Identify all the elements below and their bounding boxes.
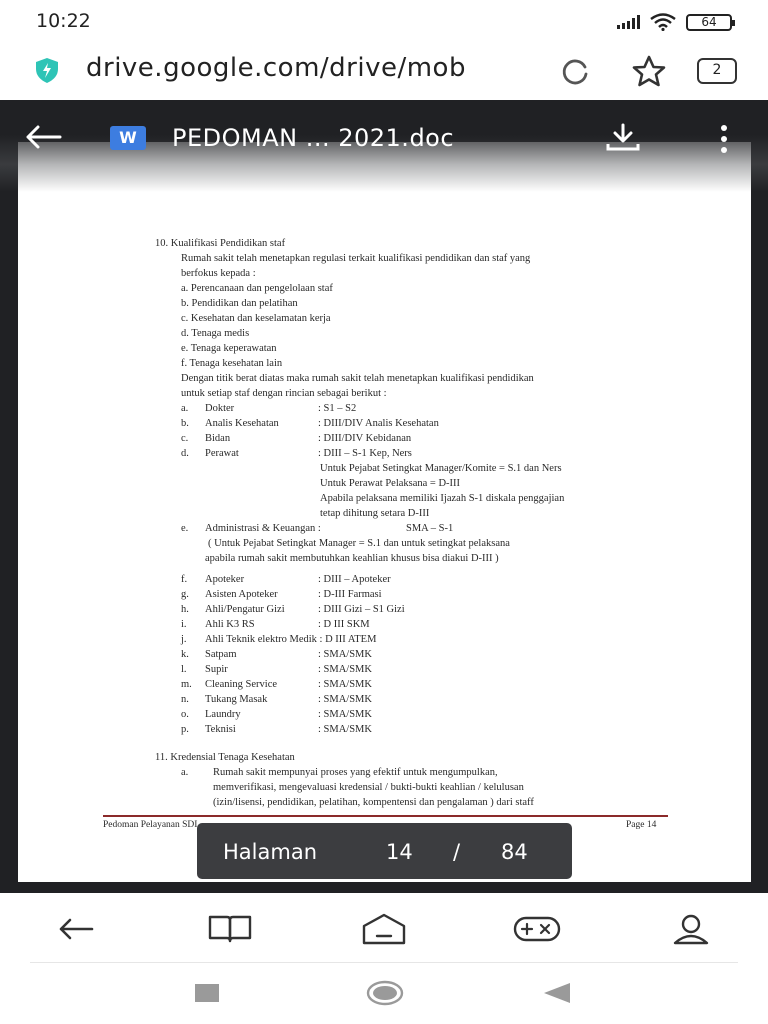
list-name: Apoteker	[205, 574, 245, 585]
list-letter: n.	[181, 694, 189, 705]
list-value: : D-III Farmasi	[318, 589, 382, 600]
document-viewer	[0, 100, 768, 893]
list-name: Teknisi	[205, 724, 236, 735]
list-name: Analis Kesehatan	[205, 418, 279, 429]
page-indicator-label: Halaman	[223, 840, 317, 864]
perawat-note: Untuk Perawat Pelaksana = D-III	[320, 478, 461, 489]
bottom-nav	[0, 893, 768, 965]
list-name: Administrasi & Keuangan :	[205, 523, 321, 534]
list-letter: e.	[181, 523, 189, 534]
reload-icon[interactable]	[561, 56, 591, 86]
doc-line: untuk setiap staf dengan rincian sebagai berikut :	[181, 388, 387, 399]
profile-icon	[671, 913, 711, 945]
nav-back-button[interactable]	[51, 907, 101, 951]
download-icon[interactable]	[604, 122, 642, 152]
book-icon	[207, 914, 253, 944]
tabs-button[interactable]: 2	[697, 58, 737, 84]
list-name: Supir	[205, 664, 228, 675]
battery-icon: 64	[686, 14, 732, 31]
list-value: : SMA/SMK	[318, 664, 372, 675]
page-separator: /	[453, 840, 461, 864]
page-indicator	[197, 823, 572, 879]
doc-line: d. Tenaga medis	[181, 328, 250, 339]
page-current: 14	[386, 840, 413, 864]
list-value: : SMA/SMK	[318, 649, 372, 660]
list-letter: k.	[181, 649, 189, 660]
doc-line: Rumah sakit mempunyai proses yang efektif untuk mengumpulkan,	[213, 767, 498, 778]
list-value: SMA – S-1	[406, 523, 454, 534]
admin-note: apabila rumah sakit membutuhkan keahlian khusus bisa diakui D-III )	[205, 553, 499, 564]
doc-line: memverifikasi, mengevaluasi kredensial / bukti-bukti keahlian / kelulusan	[213, 782, 524, 793]
list-letter: g.	[181, 589, 189, 600]
list-letter: j.	[181, 634, 187, 645]
doc-line: berfokus kepada :	[181, 268, 256, 279]
recents-square-icon	[195, 984, 219, 1002]
back-triangle-icon	[544, 983, 570, 1003]
list-letter: p.	[181, 724, 189, 735]
admin-note: ( Untuk Pejabat Setingkat Manager = S.1 dan untuk setingkat pelaksana	[208, 538, 510, 549]
recents-button[interactable]	[194, 980, 220, 1006]
status-icons	[617, 12, 732, 32]
back-arrow-icon	[58, 917, 94, 941]
browser-url-bar	[0, 42, 768, 100]
list-value: : DIII/DIV Kebidanan	[318, 433, 412, 444]
doc-line: Rumah sakit telah menetapkan regulasi terkait kualifikasi pendidikan dan staf yang	[181, 253, 531, 264]
list-name: Perawat	[205, 448, 239, 459]
page-total: 84	[501, 840, 528, 864]
signal-icon	[617, 15, 640, 29]
gamepad-icon	[512, 915, 562, 943]
doc-line: e. Tenaga keperawatan	[181, 343, 277, 354]
viewer-toolbar	[0, 100, 768, 192]
nav-games-button[interactable]	[512, 907, 562, 951]
list-name: Laundry	[205, 709, 241, 720]
list-letter: a.	[181, 767, 189, 778]
section-10-heading: 10. Kualifikasi Pendidikan staf	[155, 238, 286, 249]
list-letter: a.	[181, 403, 189, 414]
status-bar	[0, 0, 768, 42]
list-letter: m.	[181, 679, 192, 690]
section-11-heading: 11. Kredensial Tenaga Kesehatan	[155, 752, 295, 763]
list-value: : DIII – S-1 Kep, Ners	[318, 448, 412, 459]
list-name: Tukang Masak	[205, 694, 268, 705]
list-letter: l.	[181, 664, 187, 675]
list-value: : DIII – Apoteker	[318, 574, 391, 585]
list-letter: f.	[181, 574, 188, 585]
page-footer-right: Page 14	[626, 820, 657, 830]
document-page[interactable]	[18, 142, 751, 882]
doc-line: f. Tenaga kesehatan lain	[181, 358, 283, 369]
nav-divider	[30, 962, 738, 963]
nav-bookmarks-button[interactable]	[205, 907, 255, 951]
list-name: Satpam	[205, 649, 237, 660]
list-value: : SMA/SMK	[318, 694, 372, 705]
list-value: : SMA/SMK	[318, 724, 372, 735]
url-field[interactable]: drive.google.com/drive/mob	[86, 53, 466, 83]
nav-home-button[interactable]	[359, 907, 409, 951]
shield-icon[interactable]	[33, 56, 61, 84]
document-title: PEDOMAN ... 2021.doc	[172, 124, 455, 152]
page-footer-left: Pedoman Pelayanan SDI	[103, 820, 198, 830]
list-value: : DIII Gizi – S1 Gizi	[318, 604, 405, 615]
perawat-note: Untuk Pejabat Setingkat Manager/Komite = S.1 dan Ners	[320, 463, 562, 474]
status-time: 10:22	[36, 10, 91, 32]
perawat-note: tetap dihitung setara D-III	[320, 508, 430, 519]
footer-rule	[103, 815, 668, 817]
list-letter: i.	[181, 619, 187, 630]
home-icon	[361, 912, 407, 946]
word-icon: W	[110, 126, 146, 150]
list-letter: h.	[181, 604, 189, 615]
list-value: : SMA/SMK	[318, 679, 372, 690]
list-name: Asisten Apoteker	[205, 589, 278, 600]
list-letter: o.	[181, 709, 189, 720]
system-back-button[interactable]	[543, 980, 571, 1006]
list-name: Ahli K3 RS	[205, 619, 255, 630]
document-content	[18, 142, 751, 882]
list-letter: c.	[181, 433, 189, 444]
more-vertical-icon[interactable]	[718, 124, 730, 154]
doc-line: c. Kesehatan dan keselamatan kerja	[181, 313, 331, 324]
system-home-button[interactable]	[365, 980, 405, 1006]
list-name: Dokter	[205, 403, 235, 414]
list-letter: b.	[181, 418, 189, 429]
list-letter: d.	[181, 448, 189, 459]
back-arrow-icon[interactable]	[24, 124, 62, 150]
list-value: : SMA/SMK	[318, 709, 372, 720]
star-icon[interactable]	[629, 54, 669, 88]
doc-line: Dengan titik berat diatas maka rumah sakit telah menetapkan kualifikasi pendidikan	[181, 373, 534, 384]
list-value: : S1 – S2	[318, 403, 357, 414]
list-value: : D III SKM	[318, 619, 370, 630]
wifi-icon	[650, 13, 676, 31]
list-name: Ahli Teknik elektro Medik : D III ATEM	[205, 634, 377, 645]
doc-line: a. Perencanaan dan pengelolaan staf	[181, 283, 333, 294]
doc-line: b. Pendidikan dan pelatihan	[181, 298, 298, 309]
list-value: : DIII/DIV Analis Kesehatan	[318, 418, 439, 429]
nav-profile-button[interactable]	[666, 907, 716, 951]
home-circle-icon	[366, 980, 404, 1006]
doc-line: (izin/lisensi, pendidikan, pelatihan, kompentensi dan pengalaman ) dari staff	[213, 797, 534, 808]
system-nav-bar	[0, 965, 768, 1024]
list-name: Ahli/Pengatur Gizi	[205, 604, 285, 615]
list-name: Cleaning Service	[205, 679, 278, 690]
perawat-note: Apabila pelaksana memiliki Ijazah S-1 diskala penggajian	[320, 493, 565, 504]
list-name: Bidan	[205, 433, 231, 444]
